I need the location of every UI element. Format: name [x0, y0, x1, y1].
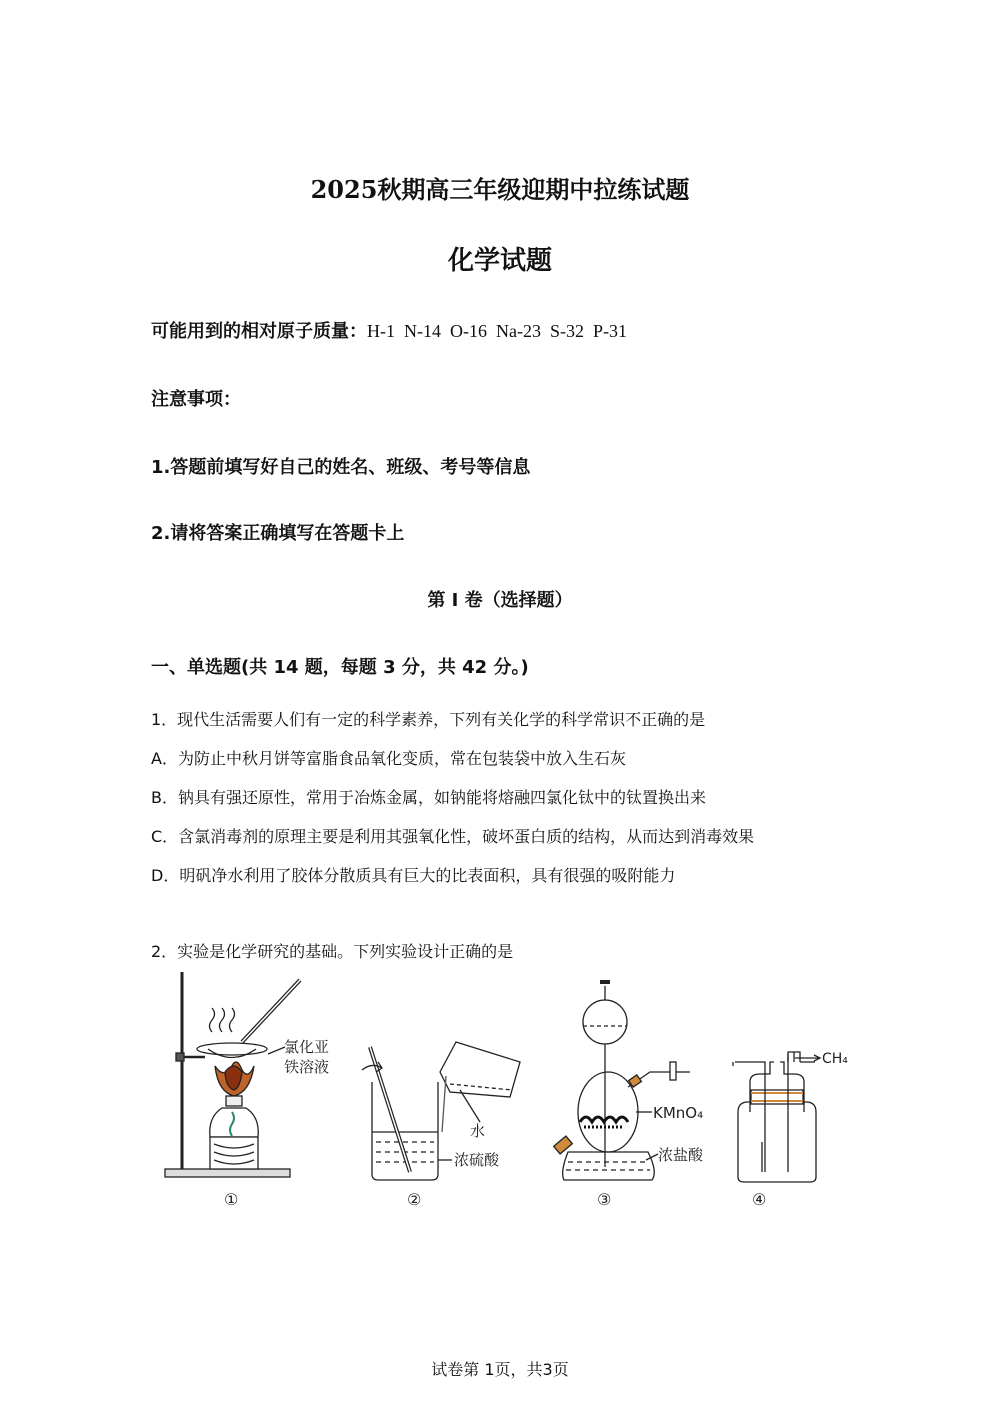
notice-item-1: 1.答题前填写好自己的姓名、班级、考号等信息: [151, 457, 531, 478]
atomic-mass-values: H-1 N-14 O-16 Na-23 S-32 P-31: [367, 321, 627, 341]
caption-1: ①: [224, 1190, 239, 1209]
label-conc-hcl: 浓盐酸: [658, 1146, 704, 1164]
question-1-option-d: D．明矾净水利用了胶体分散质具有巨大的比表面积，具有很强的吸附能力: [151, 866, 676, 885]
experiment-figure: [150, 962, 850, 1222]
question-1-option-b: B．钠具有强还原性，常用于冶炼金属，如钠能将熔融四氯化钛中的钛置换出来: [151, 788, 706, 807]
caption-2: ②: [407, 1190, 422, 1209]
apparatus-dilution: [362, 1042, 520, 1209]
notice-heading: 注意事项：: [151, 389, 241, 410]
question-2-stem: 2．实验是化学研究的基础。下列实验设计正确的是: [151, 942, 514, 961]
subject-title: 化学试题: [447, 246, 552, 276]
apparatus-gas-bottle: [733, 1051, 848, 1209]
label-water: 水: [470, 1122, 486, 1140]
label-fecl2-1: 氯化亚: [284, 1038, 330, 1056]
apparatus-kipp: [554, 982, 704, 1209]
question-1-option-a: A．为防止中秋月饼等富脂食品氧化变质，常在包装袋中放入生石灰: [151, 749, 626, 768]
question-1-stem: 1．现代生活需要人们有一定的科学素养，下列有关化学的科学常识不正确的是: [151, 710, 706, 729]
caption-3: ③: [597, 1190, 612, 1209]
volume-heading: 第 I 卷（选择题）: [427, 590, 573, 611]
label-conc-h2so4: 浓硫酸: [454, 1151, 500, 1169]
page-footer: 试卷第 1页，共3页: [431, 1360, 569, 1379]
exam-title: 2025秋期高三年级迎期中拉练试题: [310, 175, 690, 204]
notice-item-2: 2.请将答案正确填写在答题卡上: [151, 523, 405, 544]
atomic-mass-line: [151, 317, 627, 343]
question-1-option-c: C．含氯消毒剂的原理主要是利用其强氧化性，破坏蛋白质的结构，从而达到消毒效果: [151, 827, 755, 846]
apparatus-evaporation: [165, 972, 329, 1209]
atomic-mass-label: 可能用到的相对原子质量：: [151, 321, 367, 342]
label-kmno4: KMnO₄: [653, 1104, 704, 1122]
label-ch4: CH₄: [822, 1051, 848, 1067]
section-heading: 一、单选题(共 14 题，每题 3 分，共 42 分。): [151, 657, 529, 678]
label-fecl2-2: 铁溶液: [284, 1058, 330, 1076]
caption-4: ④: [752, 1190, 767, 1209]
